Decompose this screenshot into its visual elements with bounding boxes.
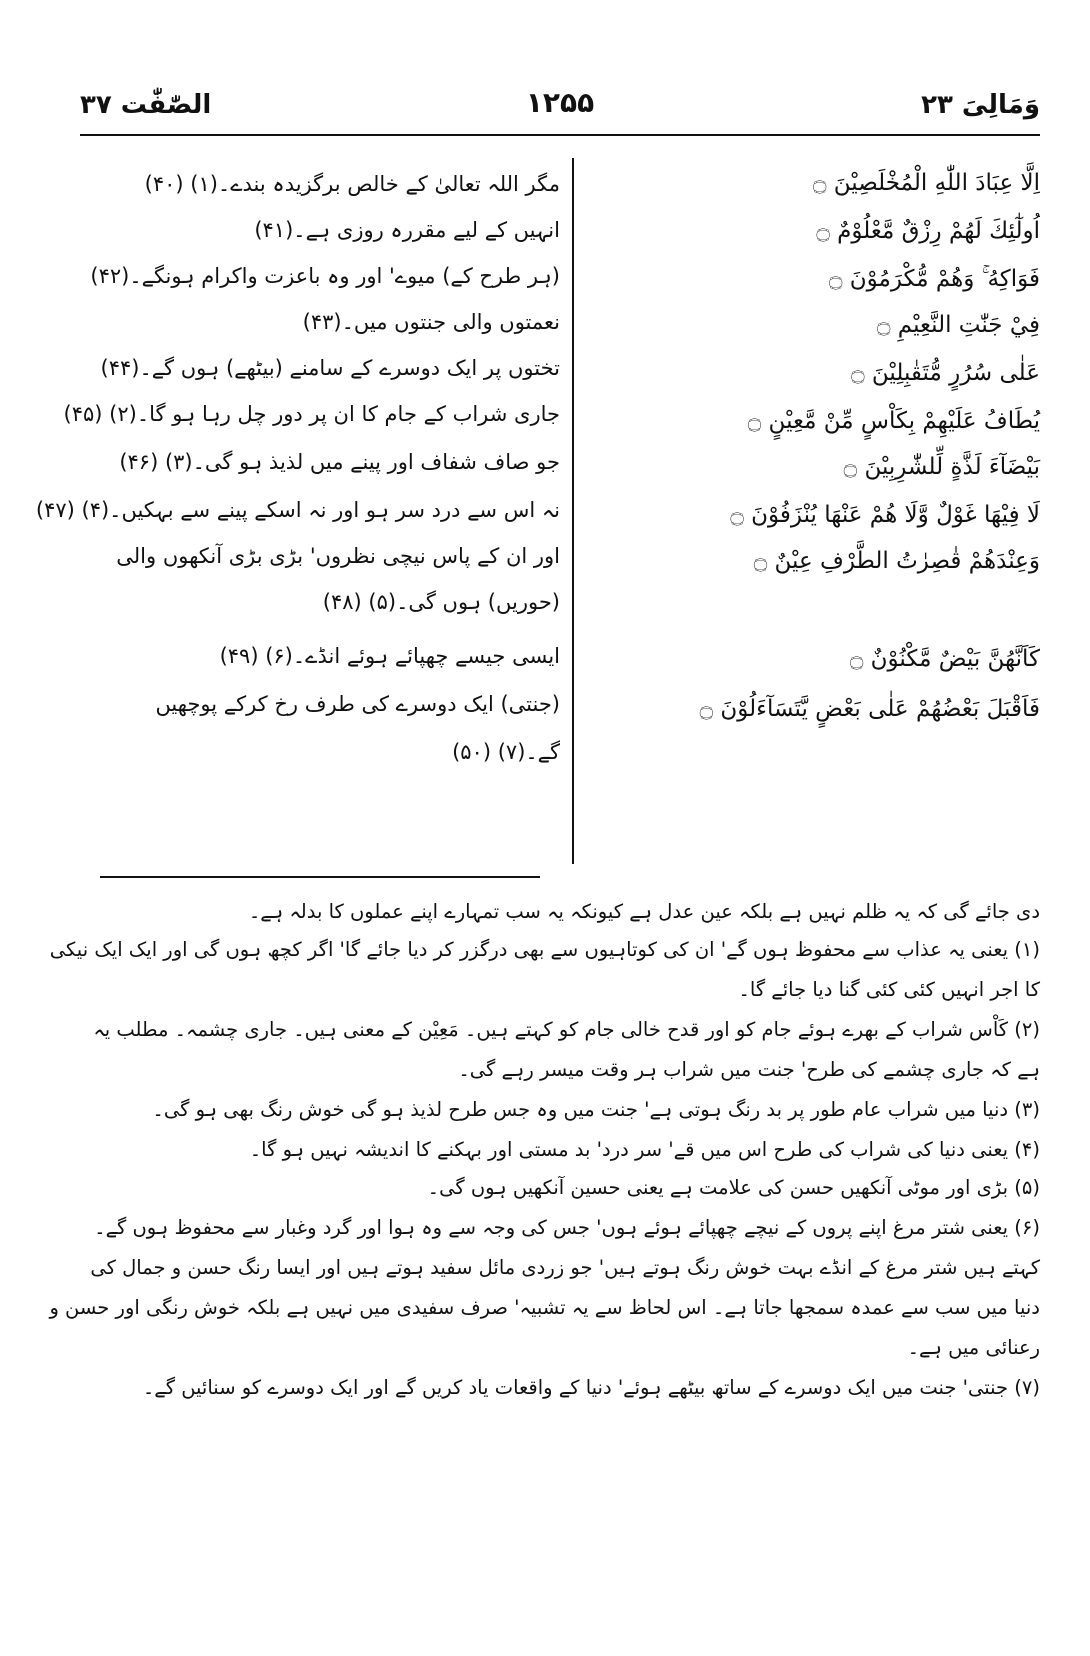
arabic-verse: كَاَنَّهُنَّ بَيْضٌ مَّكْنُوْنٌ ۝ bbox=[849, 646, 1040, 672]
header-rule bbox=[80, 134, 1040, 136]
translation-line: ایسی جیسے چھپائے ہوئے انڈے۔(۶) (۴۹) bbox=[219, 644, 560, 668]
translation-line: مگر اللہ تعالیٰ کے خالص برگزیدہ بندے۔(۱) (۴۰) bbox=[144, 172, 560, 196]
footnote-line: (۲) كَاْس شراب کے بھرے ہوئے جام کو اور قدح خالی جام کو کہتے ہیں۔ مَعِيْن کے معنی ہیں۔ جاری چشمہ۔ مطلب یہ bbox=[93, 1018, 1040, 1041]
footnote-line: ہے کہ جاری چشمے کی طرح' جنت میں شراب ہر وقت میسر رہے گی۔ bbox=[458, 1058, 1040, 1081]
footnote-line: (۵) بڑی اور موٹی آنکھیں حسن کی علامت ہے یعنی حسین آنکھیں ہوں گی۔ bbox=[427, 1176, 1040, 1199]
footnote-line: (۴) یعنی دنیا کی شراب کی طرح اس میں قے' سر درد' بد مستی اور بہکنے کا اندیشہ نہیں ہو گا۔ bbox=[249, 1138, 1040, 1161]
footnote-line: (۳) دنیا میں شراب عام طور پر بد رنگ ہوتی ہے' جنت میں وہ جس طرح لذیذ ہو گی خوش رنگ بھی ہو گی۔ bbox=[152, 1098, 1040, 1121]
footnote-line: رعنائی میں ہے۔ bbox=[907, 1336, 1040, 1359]
translation-line: گے۔(۷) (۵۰) bbox=[452, 740, 560, 764]
column-divider bbox=[572, 158, 574, 864]
footnote-rule bbox=[100, 876, 540, 878]
translation-line: نہ اس سے درد سر ہو اور نہ اسکے پینے سے بہکیں۔(۴) (۴۷) bbox=[35, 498, 560, 522]
footnote-line: (۱) یعنی یہ عذاب سے محفوظ ہوں گے' ان کی کوتاہیوں سے بھی درگزر کر دیا جائے گا' اگر کچھ ہوں گی اور ایک ایک نیکی bbox=[49, 938, 1040, 961]
arabic-verse: لَا فِيْهَا غَوْلٌ وَّلَا هُمْ عَنْهَا يُنْزَفُوْنَ ۝ bbox=[730, 502, 1040, 528]
page-header bbox=[80, 86, 1040, 126]
translation-line: اور ان کے پاس نیچی نظروں' بڑی بڑی آنکھوں والی bbox=[116, 544, 560, 568]
translation-line: (جنتی) ایک دوسرے کی طرف رخ کرکے پوچھیں bbox=[155, 692, 560, 716]
arabic-verse: اُولٰٓئِكَ لَهُمْ رِزْقٌ مَّعْلُوْمٌ ۝ bbox=[816, 218, 1040, 244]
footnote-line: دی جائے گی کہ یہ ظلم نہیں ہے بلکہ عین عدل ہے کیونکہ یہ سب تمہارے اپنے عملوں کا بدلہ ہے۔ bbox=[248, 900, 1040, 923]
translation-line: انہیں کے لیے مقررہ روزی ہے۔(۴۱) bbox=[254, 218, 560, 242]
arabic-verse: يُطَافُ عَلَيْهِمْ بِكَاْسٍ مِّنْ مَّعِيْنٍ ۝ bbox=[747, 408, 1040, 434]
translation-line: جو صاف شفاف اور پینے میں لذیذ ہو گی۔(۳) (۴۶) bbox=[119, 450, 560, 474]
translation-line: تختوں پر ایک دوسرے کے سامنے (بیٹھے) ہوں گے۔(۴۴) bbox=[100, 356, 560, 380]
arabic-verse: وَعِنْدَهُمْ قٰصِرٰتُ الطَّرْفِ عِيْنٌ ۝ bbox=[753, 548, 1040, 574]
arabic-verse: بَيْضَآءَ لَذَّةٍ لِّلشّٰرِبِيْنَ ۝ bbox=[843, 454, 1040, 480]
translation-line: (حوریں) ہوں گی۔(۵) (۴۸) bbox=[322, 590, 560, 614]
arabic-verse: فَوَاكِهُ ۚ وَهُمْ مُّكْرَمُوْنَ ۝ bbox=[828, 266, 1040, 292]
arabic-verse: اِلَّا عِبَادَ اللّٰهِ الْمُخْلَصِيْنَ ۝ bbox=[812, 170, 1040, 196]
footnote-line: (۷) جنتی' جنت میں ایک دوسرے کے ساتھ بیٹھے ہوئے' دنیا کے واقعات یاد کریں گے اور ایک دوسرے کو سنائیں گے۔ bbox=[142, 1376, 1040, 1399]
footnote-line: (۶) یعنی شتر مرغ اپنے پروں کے نیچے چھپائے ہوئے ہوں' جس کی وجہ سے وہ ہوا اور گرد وغبار سے محفوظ ہوں گے۔ bbox=[94, 1216, 1040, 1239]
translation-line: نعمتوں والی جنتوں میں۔(۴۳) bbox=[302, 310, 560, 334]
footnote-line: کا اجر انہیں کئی کئی گنا دیا جائے گا۔ bbox=[738, 978, 1040, 1001]
footnote-line: دنیا میں سب سے عمدہ سمجھا جاتا ہے۔ اس لحاظ سے یہ تشبیہ' صرف سفیدی میں نہیں ہے بلکہ خوش رنگی اور حسن و bbox=[49, 1296, 1040, 1319]
page-number: ۱۲۵۵ bbox=[525, 86, 595, 119]
arabic-verse: فَاَقْبَلَ بَعْضُهُمْ عَلٰى بَعْضٍ يَّتَسَآءَلُوْنَ ۝ bbox=[699, 696, 1040, 722]
translation-line: (ہر طرح کے) میوے' اور وہ باعزت واکرام ہونگے۔(۴۲) bbox=[90, 264, 560, 288]
arabic-verse: عَلٰى سُرُرٍ مُّتَقٰبِلِيْنَ ۝ bbox=[851, 360, 1040, 386]
juz-label: وَمَالِیَ ۲۳ bbox=[921, 90, 1040, 120]
arabic-verse: فِيْ جَنّٰتِ النَّعِيْمِ ۝ bbox=[876, 312, 1040, 338]
footnote-line: کہتے ہیں شتر مرغ کے انڈے بہت خوش رنگ ہوتے ہیں' جو زردی مائل سفید ہوتے ہیں اور ایسا رنگ حسن و جمال کی bbox=[90, 1256, 1040, 1279]
translation-line: جاری شراب کے جام کا ان پر دور چل رہا ہو گا۔(۲) (۴۵) bbox=[63, 402, 560, 426]
surah-label: الصّٰفّٰت ۳۷ bbox=[80, 90, 212, 120]
